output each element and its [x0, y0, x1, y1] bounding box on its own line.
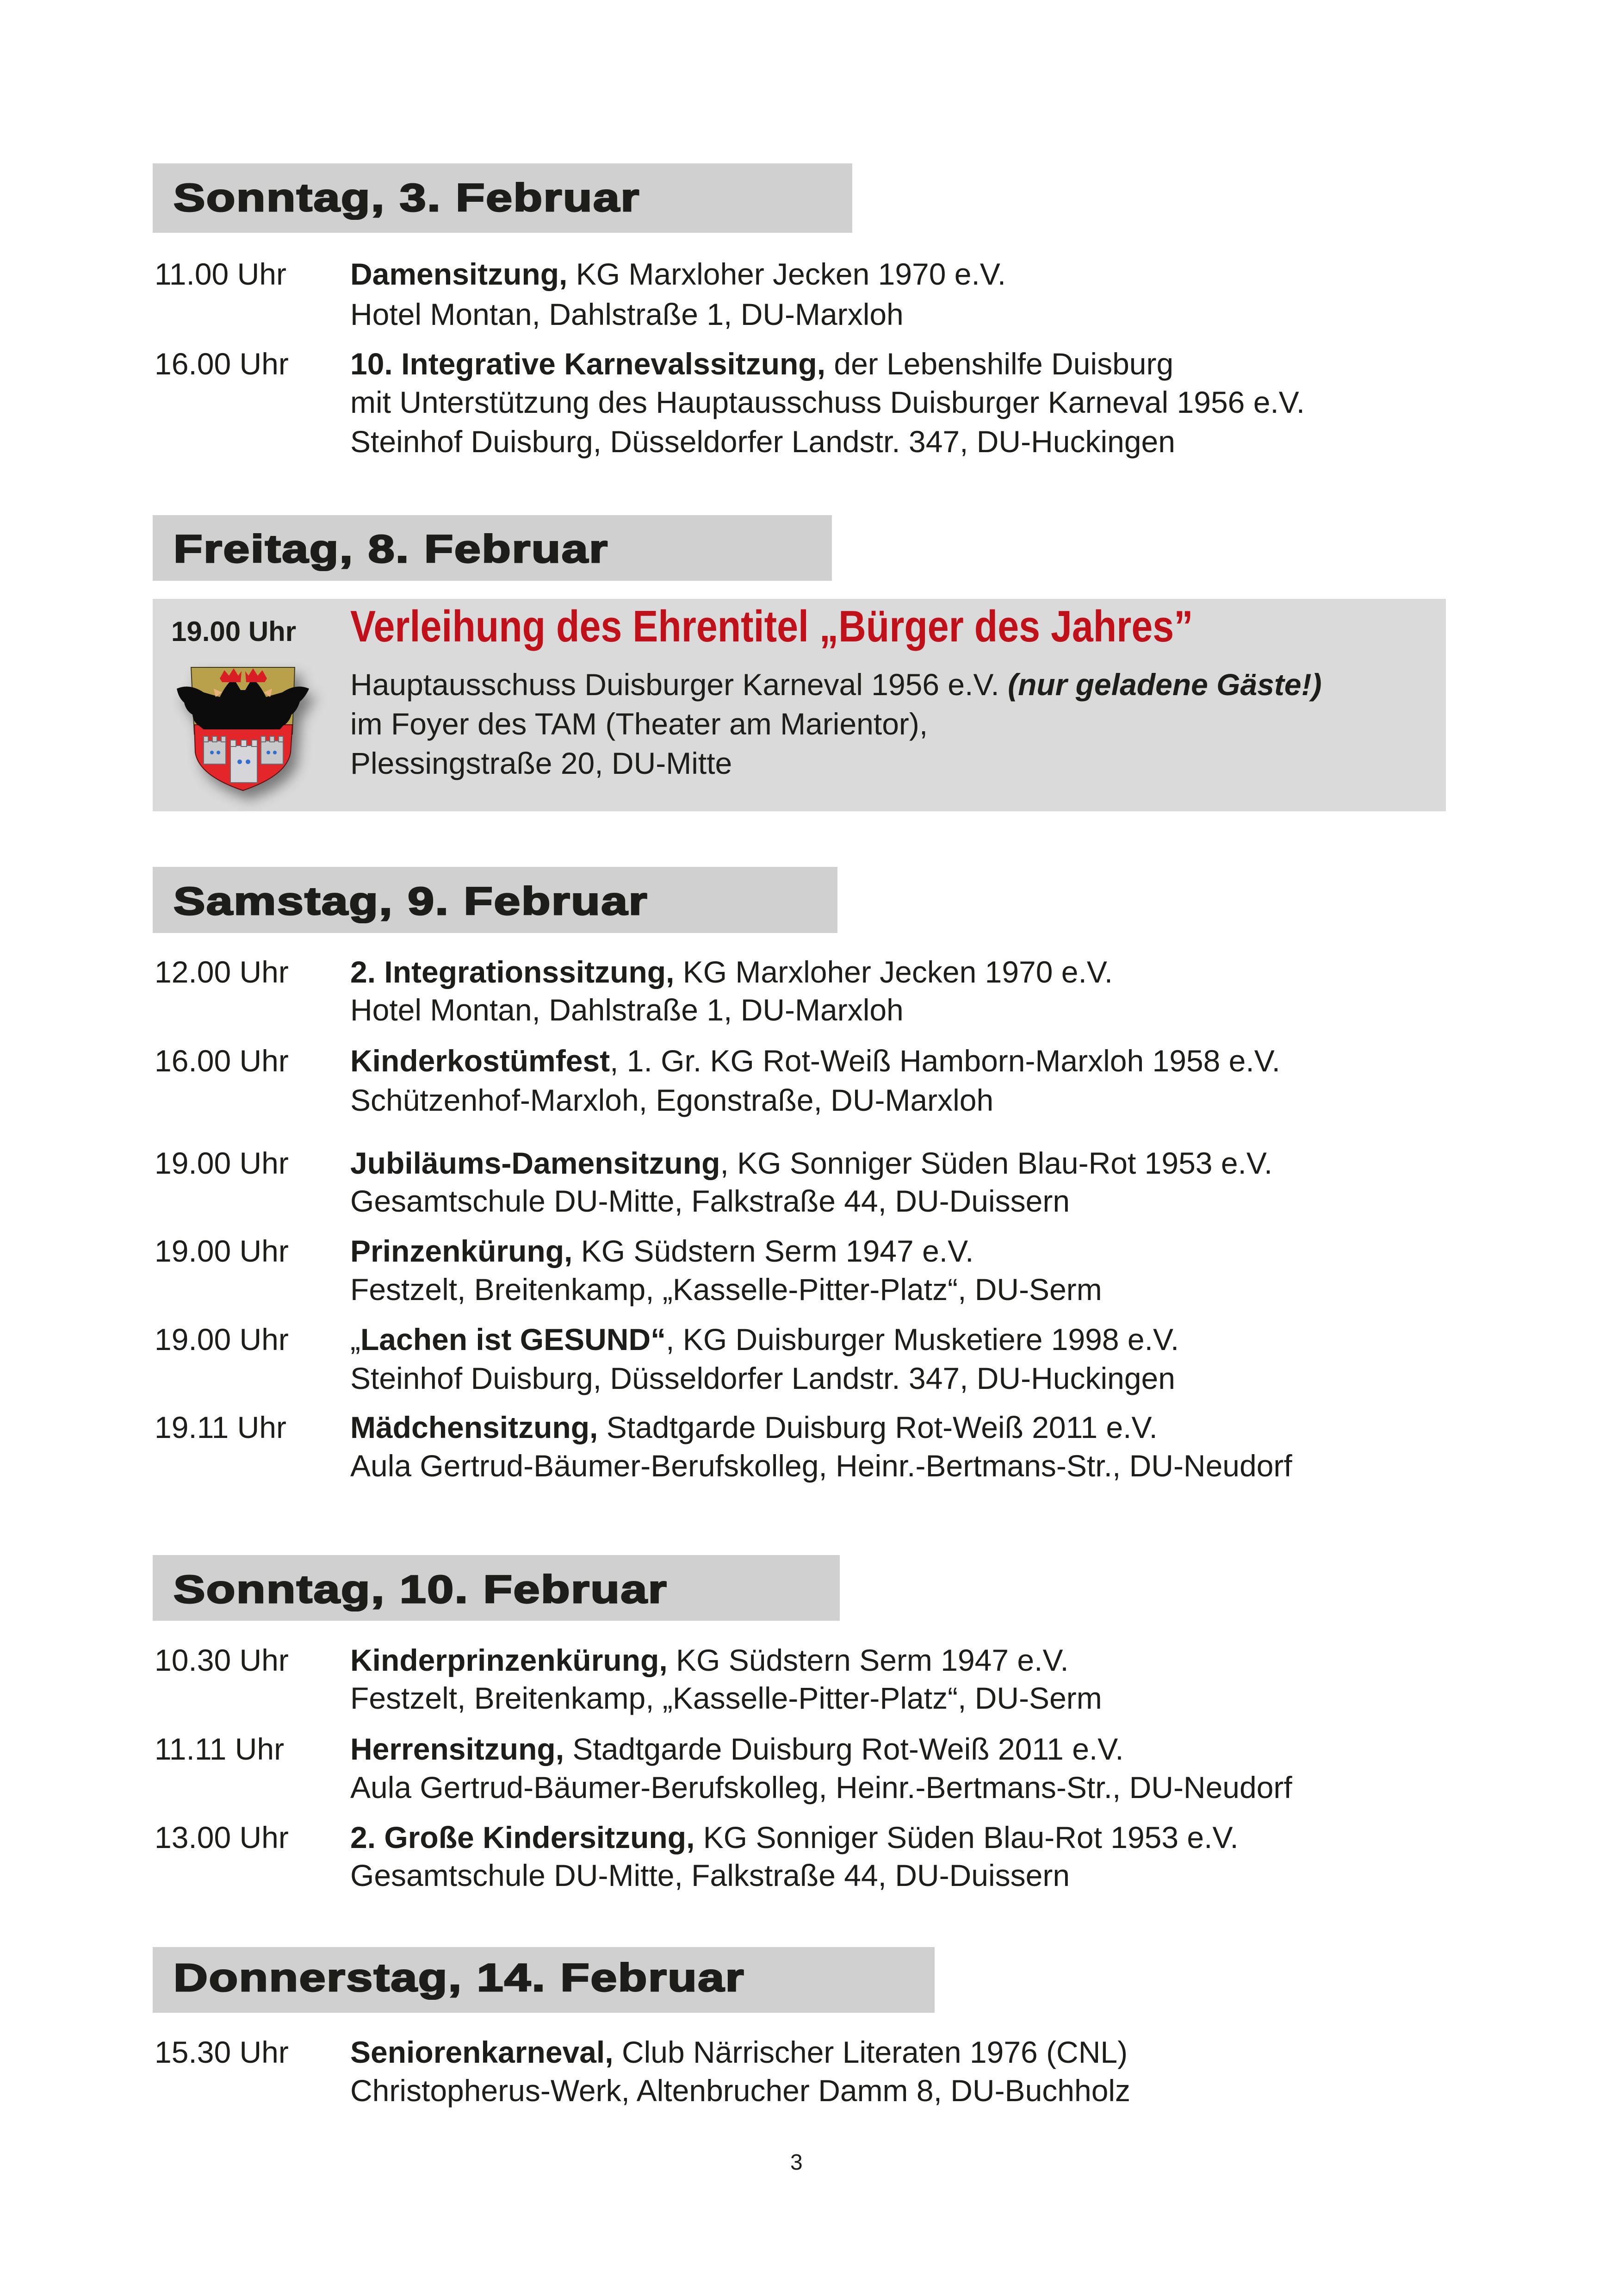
event-title: Herrensitzung, — [350, 1732, 564, 1766]
tower-center — [230, 740, 257, 783]
event-title: Damensitzung, — [350, 257, 568, 291]
event-time: 13.00 Uhr — [155, 1820, 289, 1854]
highlight-event-title: Verleihung des Ehrentitel „Bürger des Jahres” — [350, 602, 1193, 651]
event-location: Festzelt, Breitenkamp, „Kasselle-Pitter-Platz“, DU-Serm — [350, 1272, 1102, 1307]
event-organizer: KG Sonniger Süden Blau-Rot 1953 e.V. — [694, 1820, 1239, 1854]
event-time: 11.11 Uhr — [155, 1732, 285, 1766]
highlight-event-time: 19.00 Uhr — [171, 616, 297, 647]
day-heading: Sonntag, 10. Februar — [174, 1568, 668, 1611]
event-title-line — [350, 2037, 1128, 2067]
day-heading: Samstag, 9. Februar — [174, 879, 648, 923]
event-title: 2. Integrationssitzung, — [350, 955, 675, 989]
event-location: Steinhof Duisburg, Düsseldorfer Landstr. 347, DU-Huckingen — [350, 1361, 1175, 1395]
event-title: Seniorenkarneval, — [350, 2035, 614, 2069]
event-organizer: KG Marxloher Jecken 1970 e.V. — [567, 257, 1006, 291]
event-location: Hotel Montan, Dahlstraße 1, DU-Marxloh — [350, 993, 904, 1027]
event-title: Kinderkostümfest — [350, 1044, 610, 1078]
event-time: 11.00 Uhr — [155, 257, 286, 291]
highlight-event-address: Plessingstraße 20, DU-Mitte — [350, 746, 732, 780]
event-time: 19.00 Uhr — [155, 1322, 289, 1356]
event-title: 10. Integrative Karnevalssitzung, — [350, 347, 826, 381]
event-title: Jubiläums-Damensitzung — [350, 1146, 720, 1180]
event-title-line — [350, 1324, 1179, 1355]
event-time: 16.00 Uhr — [155, 1044, 289, 1078]
event-time: 19.00 Uhr — [155, 1234, 289, 1268]
event-location: Christopherus-Werk, Altenbrucher Damm 8, DU-Buchholz — [350, 2073, 1131, 2108]
event-time: 19.11 Uhr — [155, 1410, 286, 1444]
event-title-line — [350, 259, 1006, 289]
event-title-line — [350, 348, 1173, 379]
event-organizer: KG Südstern Serm 1947 e.V. — [572, 1234, 974, 1268]
event-organizer: , KG Duisburger Musketiere 1998 e.V. — [666, 1322, 1179, 1356]
event-title-line — [350, 1148, 1272, 1178]
event-title-line — [350, 1412, 1158, 1443]
event-title-line — [350, 1645, 1069, 1675]
event-location: Aula Gertrud-Bäumer-Berufskolleg, Heinr.-Bertmans-Str., DU-Neudorf — [350, 1770, 1292, 1804]
event-time: 16.00 Uhr — [155, 347, 289, 381]
highlight-event-organizer — [350, 669, 1322, 700]
event-location: Aula Gertrud-Bäumer-Berufskolleg, Heinr.-Bertmans-Str., DU-Neudorf — [350, 1449, 1292, 1483]
event-organizer: KG Marxloher Jecken 1970 e.V. — [674, 955, 1113, 989]
event-organizer: Stadtgarde Duisburg Rot-Weiß 2011 e.V. — [564, 1732, 1124, 1766]
day-heading: Freitag, 8. Februar — [174, 527, 609, 571]
organizer-text: Hauptausschuss Duisburger Karneval 1956 e.V. — [350, 667, 1008, 702]
coat-of-arms-icon — [176, 665, 310, 794]
event-title-line — [350, 1734, 1124, 1764]
event-title: Kinderprinzenkürung, — [350, 1643, 668, 1677]
event-time: 10.30 Uhr — [155, 1643, 289, 1677]
event-location: Steinhof Duisburg, Düsseldorfer Landstr. 347, DU-Huckingen — [350, 424, 1175, 459]
event-location: Festzelt, Breitenkamp, „Kasselle-Pitter-Platz“, DU-Serm — [350, 1681, 1102, 1715]
invite-only-note: (nur geladene Gäste!) — [1008, 667, 1322, 702]
event-organizer: der Lebenshilfe Duisburg — [825, 347, 1174, 381]
event-title-line — [350, 1822, 1239, 1853]
event-organizer: KG Südstern Serm 1947 e.V. — [667, 1643, 1069, 1677]
event-time: 15.30 Uhr — [155, 2035, 289, 2069]
tower-right — [261, 736, 283, 764]
event-detail: mit Unterstützung des Hauptausschuss Duisburger Karneval 1956 e.V. — [350, 385, 1305, 419]
event-time: 19.00 Uhr — [155, 1146, 289, 1180]
event-title: Prinzenkürung, — [350, 1234, 573, 1268]
event-organizer: Stadtgarde Duisburg Rot-Weiß 2011 e.V. — [598, 1410, 1158, 1444]
event-title-line — [350, 957, 1113, 987]
event-title-line — [350, 1045, 1280, 1076]
event-location: Schützenhof-Marxloh, Egonstraße, DU-Marxloh — [350, 1083, 994, 1117]
event-time: 12.00 Uhr — [155, 955, 289, 989]
day-heading: Sonntag, 3. Februar — [174, 176, 640, 219]
event-location: Hotel Montan, Dahlstraße 1, DU-Marxloh — [350, 297, 904, 331]
event-location: Gesamtschule DU-Mitte, Falkstraße 44, DU-Duissern — [350, 1184, 1070, 1218]
event-title-line — [350, 1236, 973, 1266]
event-title: Mädchensitzung, — [350, 1410, 598, 1444]
event-organizer: , KG Sonniger Süden Blau-Rot 1953 e.V. — [720, 1146, 1273, 1180]
tower-left — [204, 736, 226, 764]
event-title: 2. Große Kindersitzung, — [350, 1820, 695, 1854]
event-location: Gesamtschule DU-Mitte, Falkstraße 44, DU-Duissern — [350, 1858, 1070, 1892]
page-number: 3 — [790, 2150, 803, 2175]
quote-open: „ — [350, 1322, 360, 1356]
day-heading: Donnerstag, 14. Februar — [174, 1956, 745, 1999]
event-organizer: Club Närrischer Literaten 1976 (CNL) — [613, 2035, 1128, 2069]
event-title: Lachen ist GESUND“ — [360, 1322, 666, 1356]
highlight-event-venue: im Foyer des TAM (Theater am Marientor), — [350, 707, 928, 741]
event-organizer: , 1. Gr. KG Rot-Weiß Hamborn-Marxloh 1958 e.V. — [610, 1044, 1281, 1078]
